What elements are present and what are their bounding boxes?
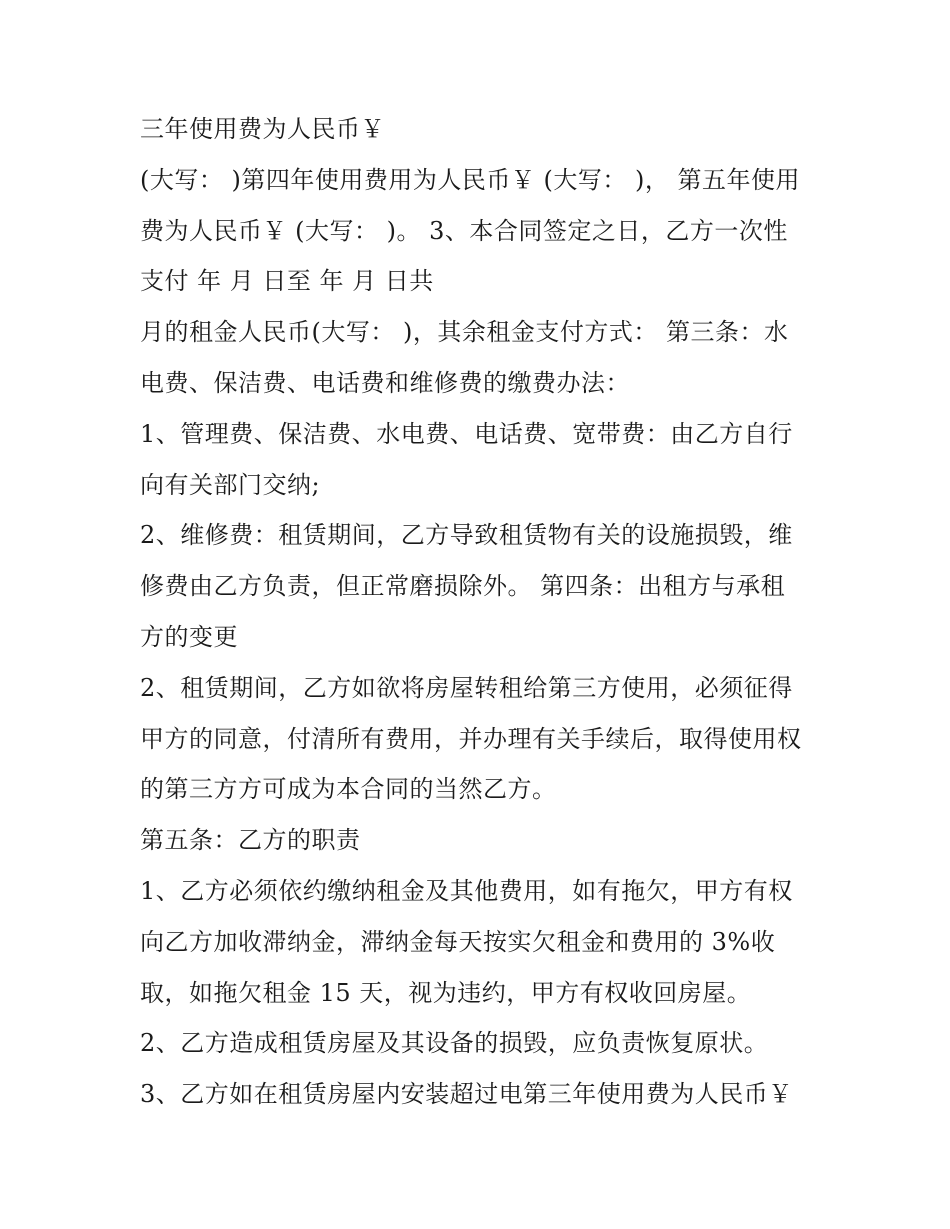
text-line: (大写： )第四年使用费用为人民币￥ (大写： )， 第五年使用 — [140, 165, 800, 194]
text-line: 三年使用费为人民币￥ — [140, 115, 385, 143]
text-line: 2、租赁期间，乙方如欲将房屋转租给第三方使用，必须征得 — [140, 673, 793, 702]
text-line: 1、乙方必须依约缴纳租金及其他费用，如有拖欠，甲方有权 — [140, 876, 793, 905]
contract-text-body — [140, 104, 830, 1120]
text-line: 向有关部门交纳; — [140, 470, 321, 499]
text-line: 2、乙方造成租赁房屋及其设备的损毁，应负责恢复原状。 — [140, 1029, 769, 1058]
text-line: 支付 年 月 日至 年 月 日共 — [140, 267, 434, 296]
text-line: 的第三方方可成为本合同的当然乙方。 — [140, 775, 557, 804]
text-line: 电费、保洁费、电话费和维修费的缴费办法： — [140, 368, 630, 397]
section-heading-line: 第五条：乙方的职责 — [140, 826, 361, 855]
text-line: 向乙方加收滞纳金，滞纳金每天按实欠租金和费用的 3%收 — [140, 927, 776, 956]
text-line: 甲方的同意，付清所有费用，并办理有关手续后，取得使用权 — [140, 724, 802, 753]
text-line: 1、管理费、保洁费、水电费、电话费、宽带费：由乙方自行 — [140, 419, 793, 448]
text-line: 费为人民币￥ (大写： )。 3、本合同签定之日，乙方一次性 — [140, 216, 788, 245]
text-line: 方的变更 — [140, 622, 238, 651]
text-line: 修费由乙方负责，但正常磨损除外。 第四条：出租方与承租 — [140, 572, 786, 601]
text-line: 取，如拖欠租金 15 天，视为违约，甲方有权收回房屋。 — [140, 978, 752, 1007]
text-line: 3、乙方如在租赁房屋内安装超过电第三年使用费为人民币￥ — [140, 1080, 793, 1109]
text-line: 月的租金人民币(大写： )，其余租金支付方式： 第三条：水 — [140, 318, 789, 347]
text-line: 2、维修费：租赁期间，乙方导致租赁物有关的设施损毁，维 — [140, 521, 793, 550]
